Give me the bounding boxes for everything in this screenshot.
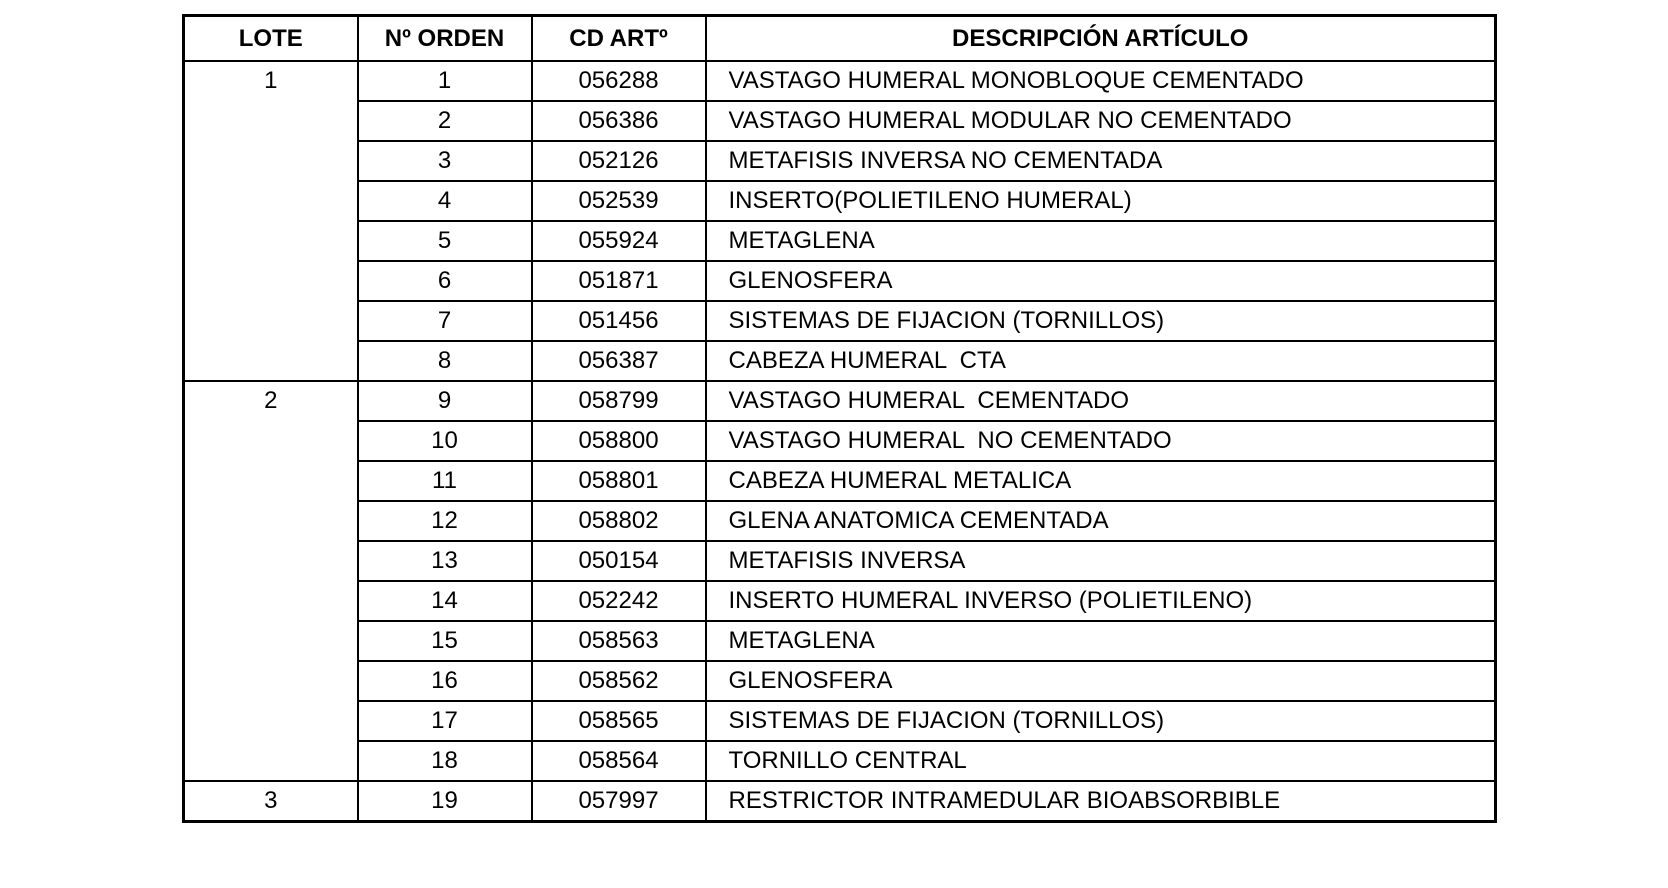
articulo-cell: 050154 (532, 541, 706, 581)
lote-cell: 1 (184, 61, 358, 381)
table-row (184, 501, 1496, 541)
descripcion-cell: VASTAGO HUMERAL CEMENTADO (706, 381, 1496, 421)
articulo-cell: 058563 (532, 621, 706, 661)
table-row (184, 461, 1496, 501)
descripcion-cell: SISTEMAS DE FIJACION (TORNILLOS) (706, 701, 1496, 741)
orden-cell: 18 (358, 741, 532, 781)
table-row (184, 101, 1496, 141)
descripcion-cell: RESTRICTOR INTRAMEDULAR BIOABSORBIBLE (706, 781, 1496, 822)
table-header (184, 16, 1496, 62)
lots-table-container (182, 14, 1497, 823)
table-row (184, 141, 1496, 181)
articulo-cell: 051871 (532, 261, 706, 301)
articulo-cell: 057997 (532, 781, 706, 822)
table-row (184, 661, 1496, 701)
descripcion-cell: GLENOSFERA (706, 661, 1496, 701)
descripcion-cell: METAGLENA (706, 621, 1496, 661)
orden-cell: 3 (358, 141, 532, 181)
table-row (184, 61, 1496, 101)
orden-cell: 12 (358, 501, 532, 541)
orden-cell: 19 (358, 781, 532, 822)
orden-cell: 15 (358, 621, 532, 661)
orden-cell: 5 (358, 221, 532, 261)
orden-cell: 6 (358, 261, 532, 301)
descripcion-cell: GLENA ANATOMICA CEMENTADA (706, 501, 1496, 541)
articulo-cell: 052539 (532, 181, 706, 221)
descripcion-cell: CABEZA HUMERAL METALICA (706, 461, 1496, 501)
descripcion-cell: SISTEMAS DE FIJACION (TORNILLOS) (706, 301, 1496, 341)
table-row (184, 261, 1496, 301)
table-row (184, 741, 1496, 781)
descripcion-cell: METAGLENA (706, 221, 1496, 261)
articulo-cell: 051456 (532, 301, 706, 341)
orden-cell: 7 (358, 301, 532, 341)
table-row (184, 301, 1496, 341)
articulo-cell: 058801 (532, 461, 706, 501)
orden-cell: 8 (358, 341, 532, 381)
descripcion-cell: VASTAGO HUMERAL MODULAR NO CEMENTADO (706, 101, 1496, 141)
table-row (184, 781, 1496, 822)
descripcion-cell: INSERTO HUMERAL INVERSO (POLIETILENO) (706, 581, 1496, 621)
table-row (184, 621, 1496, 661)
articulo-cell: 058802 (532, 501, 706, 541)
header-descripcion: DESCRIPCIÓN ARTÍCULO (706, 16, 1496, 62)
header-articulo: CD ARTº (532, 16, 706, 62)
articulo-cell: 052126 (532, 141, 706, 181)
descripcion-cell: METAFISIS INVERSA NO CEMENTADA (706, 141, 1496, 181)
articulo-cell: 058565 (532, 701, 706, 741)
header-orden: Nº ORDEN (358, 16, 532, 62)
table-row (184, 541, 1496, 581)
table-row (184, 341, 1496, 381)
articulo-cell: 055924 (532, 221, 706, 261)
header-lote: LOTE (184, 16, 358, 62)
orden-cell: 13 (358, 541, 532, 581)
orden-cell: 11 (358, 461, 532, 501)
table-row (184, 581, 1496, 621)
articulo-cell: 058800 (532, 421, 706, 461)
descripcion-cell: TORNILLO CENTRAL (706, 741, 1496, 781)
descripcion-cell: VASTAGO HUMERAL MONOBLOQUE CEMENTADO (706, 61, 1496, 101)
orden-cell: 9 (358, 381, 532, 421)
articulo-cell: 056386 (532, 101, 706, 141)
articulo-cell: 056288 (532, 61, 706, 101)
orden-cell: 1 (358, 61, 532, 101)
table-row (184, 221, 1496, 261)
lote-cell: 2 (184, 381, 358, 781)
orden-cell: 4 (358, 181, 532, 221)
table-body (184, 61, 1496, 822)
orden-cell: 2 (358, 101, 532, 141)
articulo-cell: 058562 (532, 661, 706, 701)
articulo-cell: 052242 (532, 581, 706, 621)
descripcion-cell: GLENOSFERA (706, 261, 1496, 301)
articulo-cell: 056387 (532, 341, 706, 381)
descripcion-cell: CABEZA HUMERAL CTA (706, 341, 1496, 381)
articulo-cell: 058799 (532, 381, 706, 421)
table-row (184, 421, 1496, 461)
table-row (184, 381, 1496, 421)
header-row (184, 16, 1496, 62)
articulo-cell: 058564 (532, 741, 706, 781)
orden-cell: 16 (358, 661, 532, 701)
table-row (184, 181, 1496, 221)
lots-table (182, 14, 1497, 823)
descripcion-cell: VASTAGO HUMERAL NO CEMENTADO (706, 421, 1496, 461)
lote-cell: 3 (184, 781, 358, 822)
orden-cell: 17 (358, 701, 532, 741)
descripcion-cell: METAFISIS INVERSA (706, 541, 1496, 581)
orden-cell: 14 (358, 581, 532, 621)
table-row (184, 701, 1496, 741)
orden-cell: 10 (358, 421, 532, 461)
descripcion-cell: INSERTO(POLIETILENO HUMERAL) (706, 181, 1496, 221)
